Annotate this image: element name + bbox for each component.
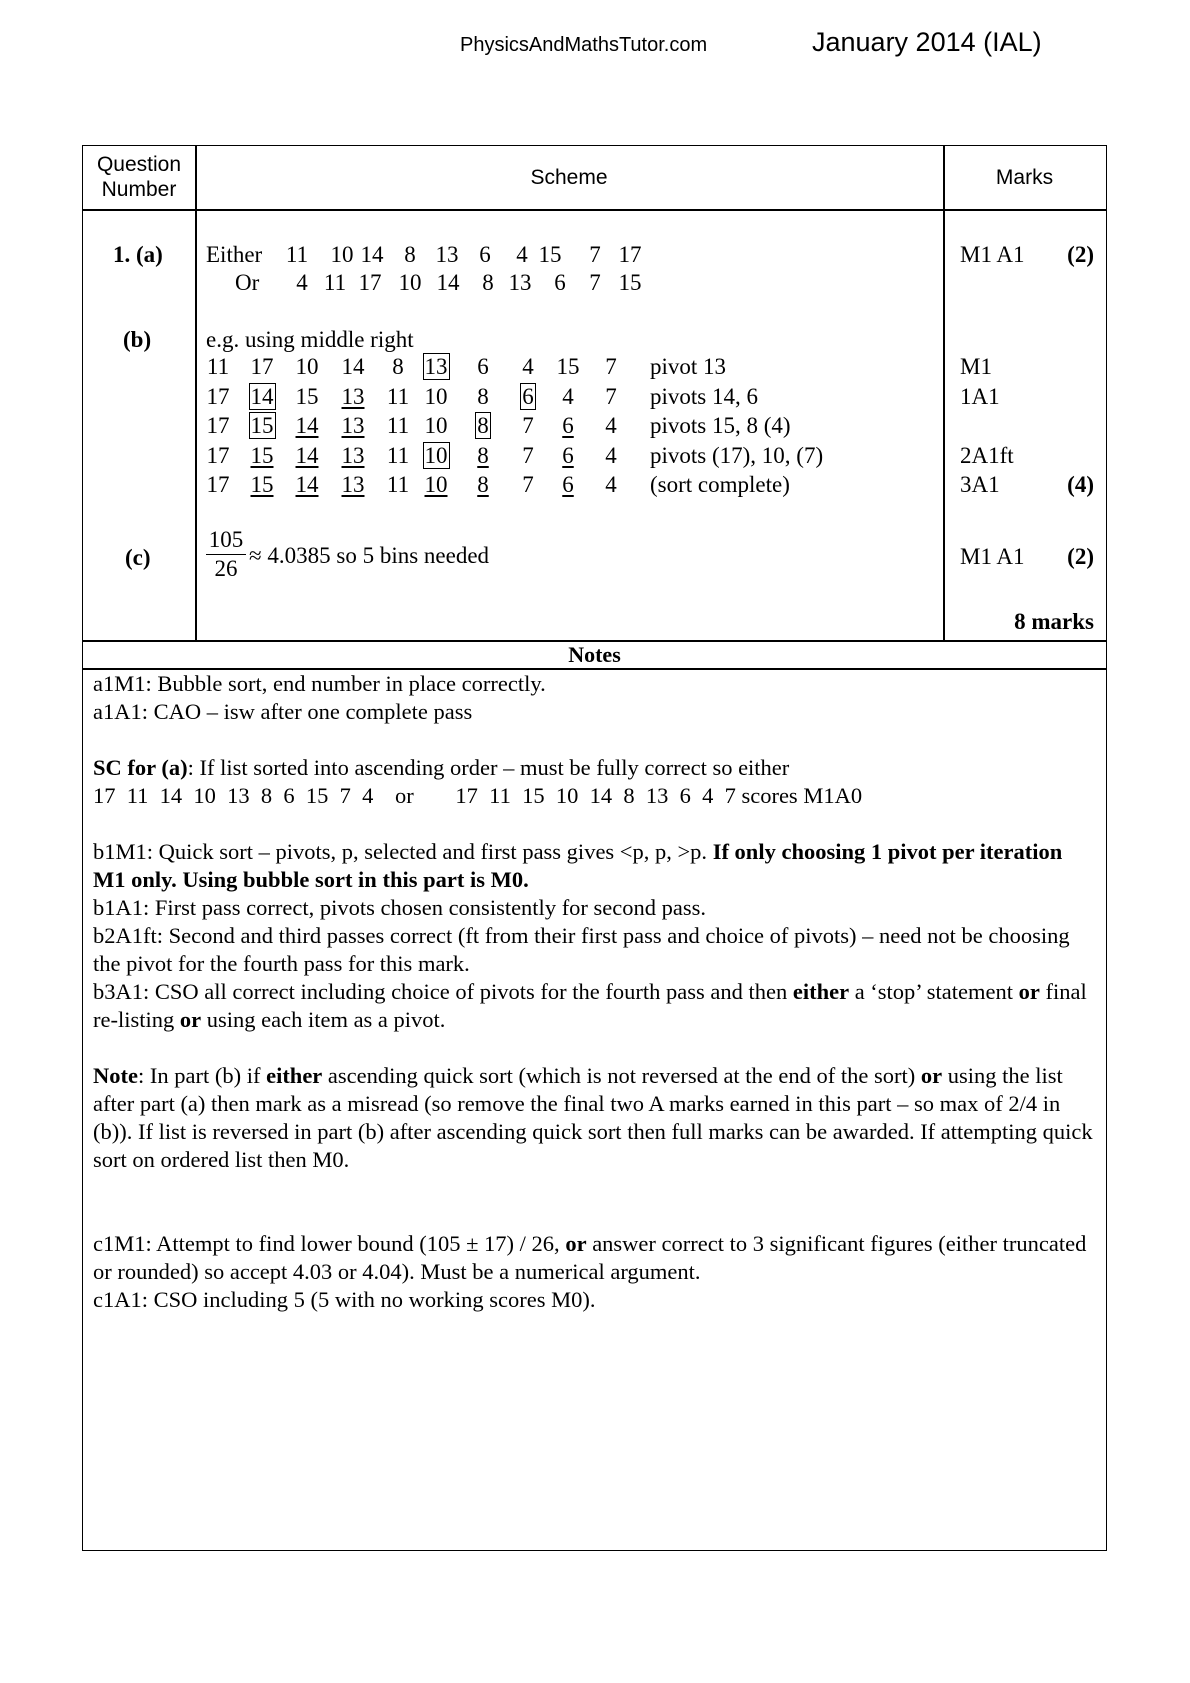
list-value: 4 — [522, 354, 534, 379]
list-value: 11 — [386, 442, 410, 468]
list-value: 8 — [477, 472, 489, 497]
pivot-comment: pivot 13 — [650, 354, 727, 379]
note-sc-list2: 17 11 15 10 14 8 13 6 4 7 scores M1A0 — [455, 783, 863, 808]
note-sc-list1: 17 11 14 10 13 8 6 15 7 4 — [93, 783, 374, 808]
list-cell — [422, 384, 450, 410]
list-cell — [293, 472, 321, 498]
list-value: 10 — [398, 270, 422, 295]
list-value: 17 — [206, 383, 230, 409]
list-value: 11 — [285, 242, 309, 267]
list-cell — [339, 443, 367, 469]
part-b-total: (4) — [1067, 472, 1094, 497]
list-cell — [469, 472, 497, 498]
list-cell — [293, 443, 321, 469]
list-value: 14 — [295, 442, 319, 468]
list-cell — [554, 413, 582, 439]
list-cell — [469, 354, 497, 380]
list-cell — [554, 472, 582, 498]
note-sc-text: : If list sorted into ascending order – must be fully correct so either — [187, 755, 790, 780]
list-value: 11 — [206, 354, 230, 379]
part-c-result: ≈ 4.0385 so 5 bins needed — [249, 543, 490, 568]
list-cell — [469, 384, 497, 410]
quicksort-pass-row — [204, 384, 804, 412]
list-value: 6 — [562, 442, 574, 468]
note-b1A1: b1A1: First pass correct, pivots chosen consistently for second pass. — [93, 895, 707, 920]
notes-title: Notes — [568, 642, 621, 667]
part-a-marks: M1 A1 — [960, 242, 1025, 267]
list-value: 10 — [424, 413, 448, 438]
note-a1M1: a1M1: Bubble sort, end number in place correctly. — [93, 671, 546, 696]
list-cell — [554, 384, 582, 410]
list-cell — [422, 443, 450, 469]
note-b3A1-or2: or — [179, 1007, 202, 1032]
list-value: 14 — [436, 270, 460, 295]
list-value: 7 — [589, 242, 601, 267]
list-value: 10 — [295, 354, 319, 379]
list-cell — [469, 413, 497, 439]
list-value: 17 — [206, 413, 230, 438]
list-cell — [293, 413, 321, 439]
list-value: 7 — [522, 472, 534, 497]
note-b3A1-part4: using each item as a pivot. — [201, 1007, 446, 1032]
list-value: 4 — [605, 442, 617, 468]
list-cell — [384, 472, 412, 498]
list-value: 8 — [477, 383, 489, 409]
notes-body — [93, 670, 1096, 1314]
list-value: 6 — [562, 413, 574, 438]
note-general-label: Note — [93, 1063, 138, 1088]
quicksort-pass-row — [204, 354, 804, 382]
list-cell — [597, 472, 625, 498]
list-cell — [204, 354, 232, 380]
list-value: 13 — [341, 472, 365, 497]
row-label: Either — [206, 242, 263, 267]
list-value: 7 — [522, 442, 534, 468]
list-value: 8 — [404, 242, 416, 267]
list-cell — [422, 354, 450, 380]
part-b-mark: M1 — [960, 354, 992, 379]
part-c-total: (2) — [1067, 544, 1094, 569]
part-a-total: (2) — [1067, 242, 1094, 267]
column-divider-question — [195, 146, 197, 640]
list-cell — [422, 413, 450, 439]
note-sc-lists — [93, 782, 1096, 810]
list-value: 7 — [522, 413, 534, 438]
list-value: 14 — [295, 472, 319, 497]
list-value: 14 — [295, 413, 319, 438]
list-cell — [248, 413, 276, 439]
header-divider — [83, 209, 1106, 211]
list-value: 8 — [482, 270, 494, 295]
list-value: 15 — [618, 270, 642, 295]
note-general-either: either — [266, 1063, 323, 1088]
part-b-mark: 1A1 — [960, 383, 1000, 409]
part-c-marks: M1 A1 — [960, 544, 1025, 569]
note-sc — [93, 754, 1096, 782]
note-b3A1-or1: or — [1018, 979, 1040, 1004]
quicksort-pass-row — [204, 472, 804, 500]
fraction-denominator: 26 — [214, 556, 238, 581]
note-c1M1-or: or — [565, 1231, 587, 1256]
list-value: 4 — [516, 242, 528, 267]
list-value: 17 — [358, 270, 382, 295]
list-value: 17 — [206, 442, 230, 468]
list-value: 11 — [386, 472, 410, 497]
list-cell — [248, 443, 276, 469]
list-cell — [293, 354, 321, 380]
header-question-number — [83, 152, 195, 202]
part-a-either-row — [206, 242, 766, 270]
list-cell — [339, 472, 367, 498]
list-cell — [204, 443, 232, 469]
list-value: 11 — [386, 413, 410, 438]
note-sc-or: or — [395, 783, 414, 808]
note-b3A1-either: either — [792, 979, 850, 1004]
pivot-value: 14 — [250, 383, 274, 409]
list-cell — [384, 384, 412, 410]
note-c1M1-part1: c1M1: Attempt to find lower bound (105 ± 17) / 26, — [93, 1231, 566, 1256]
note-general-part1: : In part (b) if — [137, 1063, 267, 1088]
list-cell — [204, 384, 232, 410]
pivot-value: 6 — [522, 383, 534, 409]
list-cell — [514, 443, 542, 469]
pivot-value: 10 — [424, 442, 448, 468]
list-value: 14 — [360, 242, 384, 267]
list-cell — [597, 354, 625, 380]
list-value: 15 — [538, 242, 562, 267]
list-value: 7 — [605, 354, 617, 379]
note-general-part2: ascending quick sort (which is not reversed at the end of the sort) — [322, 1063, 921, 1088]
question-label-1a: 1. (a) — [113, 242, 163, 267]
note-b3A1-part3: final re-listing — [93, 979, 1087, 1032]
list-cell — [469, 443, 497, 469]
list-cell — [384, 443, 412, 469]
list-value: 17 — [250, 354, 274, 379]
list-value: 13 — [508, 270, 532, 295]
note-a1A1: a1A1: CAO – isw after one complete pass — [93, 699, 473, 724]
list-value: 4 — [296, 270, 308, 295]
list-cell — [339, 384, 367, 410]
header-marks: Marks — [995, 166, 1054, 189]
total-marks: 8 marks — [1014, 609, 1094, 634]
list-value: 4 — [605, 472, 617, 497]
list-cell — [384, 354, 412, 380]
question-label-1c: (c) — [125, 545, 151, 570]
list-value: 6 — [477, 354, 489, 379]
list-cell — [597, 384, 625, 410]
list-cell — [339, 413, 367, 439]
list-cell — [422, 472, 450, 498]
list-cell — [514, 384, 542, 410]
list-value: 6 — [554, 270, 566, 295]
list-cell — [514, 413, 542, 439]
part-b-mark: 3A1 — [960, 472, 1000, 497]
list-value: 10 — [424, 472, 448, 497]
note-general-or: or — [920, 1063, 943, 1088]
list-cell — [514, 354, 542, 380]
part-b-intro: e.g. using middle right — [206, 327, 414, 352]
pivot-comment: pivots 15, 8 (4) — [650, 413, 791, 438]
list-cell — [597, 413, 625, 439]
pivot-value: 8 — [477, 413, 489, 438]
list-value: 13 — [341, 413, 365, 438]
list-cell — [554, 443, 582, 469]
list-cell — [514, 472, 542, 498]
list-value: 17 — [618, 242, 642, 267]
note-b3A1-part2: a ‘stop’ statement — [849, 979, 1019, 1004]
site-name: PhysicsAndMathsTutor.com — [460, 34, 708, 56]
note-b3A1 — [93, 978, 1096, 1034]
list-value: 17 — [206, 472, 230, 497]
question-label-1b: (b) — [123, 327, 152, 352]
list-cell — [204, 472, 232, 498]
note-b2A1ft: b2A1ft: Second and third passes correct (ft from their first pass and choice of pivots) – need not be choosing the pivot for the fourth pass for this mark. — [93, 923, 1070, 976]
note-b1M1 — [93, 838, 1096, 894]
list-cell — [384, 413, 412, 439]
list-value: 15 — [250, 472, 274, 497]
list-cell — [554, 354, 582, 380]
list-value: 10 — [424, 383, 448, 409]
list-cell — [248, 472, 276, 498]
note-sc-label: SC for (a) — [93, 755, 188, 780]
list-cell — [248, 354, 276, 380]
note-general-part3: using the list after part (a) then mark as a misread (so remove the final two A marks earned in this part – so max of 2/4 in (b)). If list is reversed in part (b) after ascending quick sort then full marks can be awarded. If attempting quick sort on ordered list then M0. — [93, 1063, 1093, 1172]
list-value: 7 — [589, 270, 601, 295]
session-title: January 2014 (IAL) — [812, 27, 1042, 57]
list-value: 6 — [479, 242, 491, 267]
list-value: 13 — [341, 383, 365, 409]
pivot-comment: pivots 14, 6 — [650, 383, 758, 409]
note-b3A1-part1: b3A1: CSO all correct including choice of pivots for the fourth pass and then — [93, 979, 793, 1004]
note-c1M1 — [93, 1230, 1096, 1286]
column-divider-marks — [943, 146, 945, 640]
part-a-or-row — [206, 270, 766, 298]
list-cell — [248, 384, 276, 410]
list-value: 15 — [295, 383, 319, 409]
list-value: 11 — [386, 383, 410, 409]
list-value: 13 — [341, 442, 365, 468]
list-value: 13 — [435, 242, 459, 267]
list-value: 7 — [605, 383, 617, 409]
pivot-value: 15 — [250, 413, 274, 438]
list-value: 6 — [562, 472, 574, 497]
list-value: 14 — [341, 354, 365, 379]
list-value: 15 — [250, 442, 274, 468]
list-value: 11 — [323, 270, 347, 295]
note-b1M1-text: b1M1: Quick sort – pivots, p, selected and first pass gives <p, p, >p. — [93, 839, 713, 864]
list-cell — [597, 443, 625, 469]
note-c1A1: c1A1: CSO including 5 (5 with no working scores M0). — [93, 1287, 596, 1312]
list-value: 8 — [392, 354, 404, 379]
quicksort-pass-row — [204, 442, 824, 471]
fraction-numerator: 105 — [206, 526, 246, 555]
list-cell — [293, 384, 321, 410]
list-value: 8 — [477, 442, 489, 468]
note-general — [93, 1062, 1096, 1174]
pivot-comment: (sort complete) — [650, 472, 790, 497]
list-value: 4 — [605, 413, 617, 438]
header-question-line1: Question — [96, 153, 182, 176]
pivot-comment: pivots (17), 10, (7) — [650, 442, 824, 468]
list-value: 15 — [556, 354, 580, 379]
list-value: 10 — [330, 242, 354, 267]
pivot-value: 13 — [424, 354, 448, 379]
note-c1M1-part2: answer correct to 3 significant figures (either truncated or rounded) so accept 4.03 or 4.04). Must be a numerical argument. — [93, 1231, 1087, 1284]
row-label: Or — [235, 270, 260, 295]
list-cell — [204, 413, 232, 439]
list-value: 4 — [562, 383, 574, 409]
mark-scheme-table — [82, 145, 1107, 1551]
list-cell — [339, 354, 367, 380]
note-b1M1-bold: If only choosing 1 pivot per iteration M1 only. Using bubble sort in this part is M0. — [93, 839, 1063, 892]
fraction — [206, 526, 246, 583]
part-b-mark: 2A1ft — [960, 442, 1014, 468]
quicksort-pass-row — [204, 413, 804, 441]
header-question-line2: Number — [101, 178, 177, 201]
header-scheme: Scheme — [530, 166, 608, 189]
